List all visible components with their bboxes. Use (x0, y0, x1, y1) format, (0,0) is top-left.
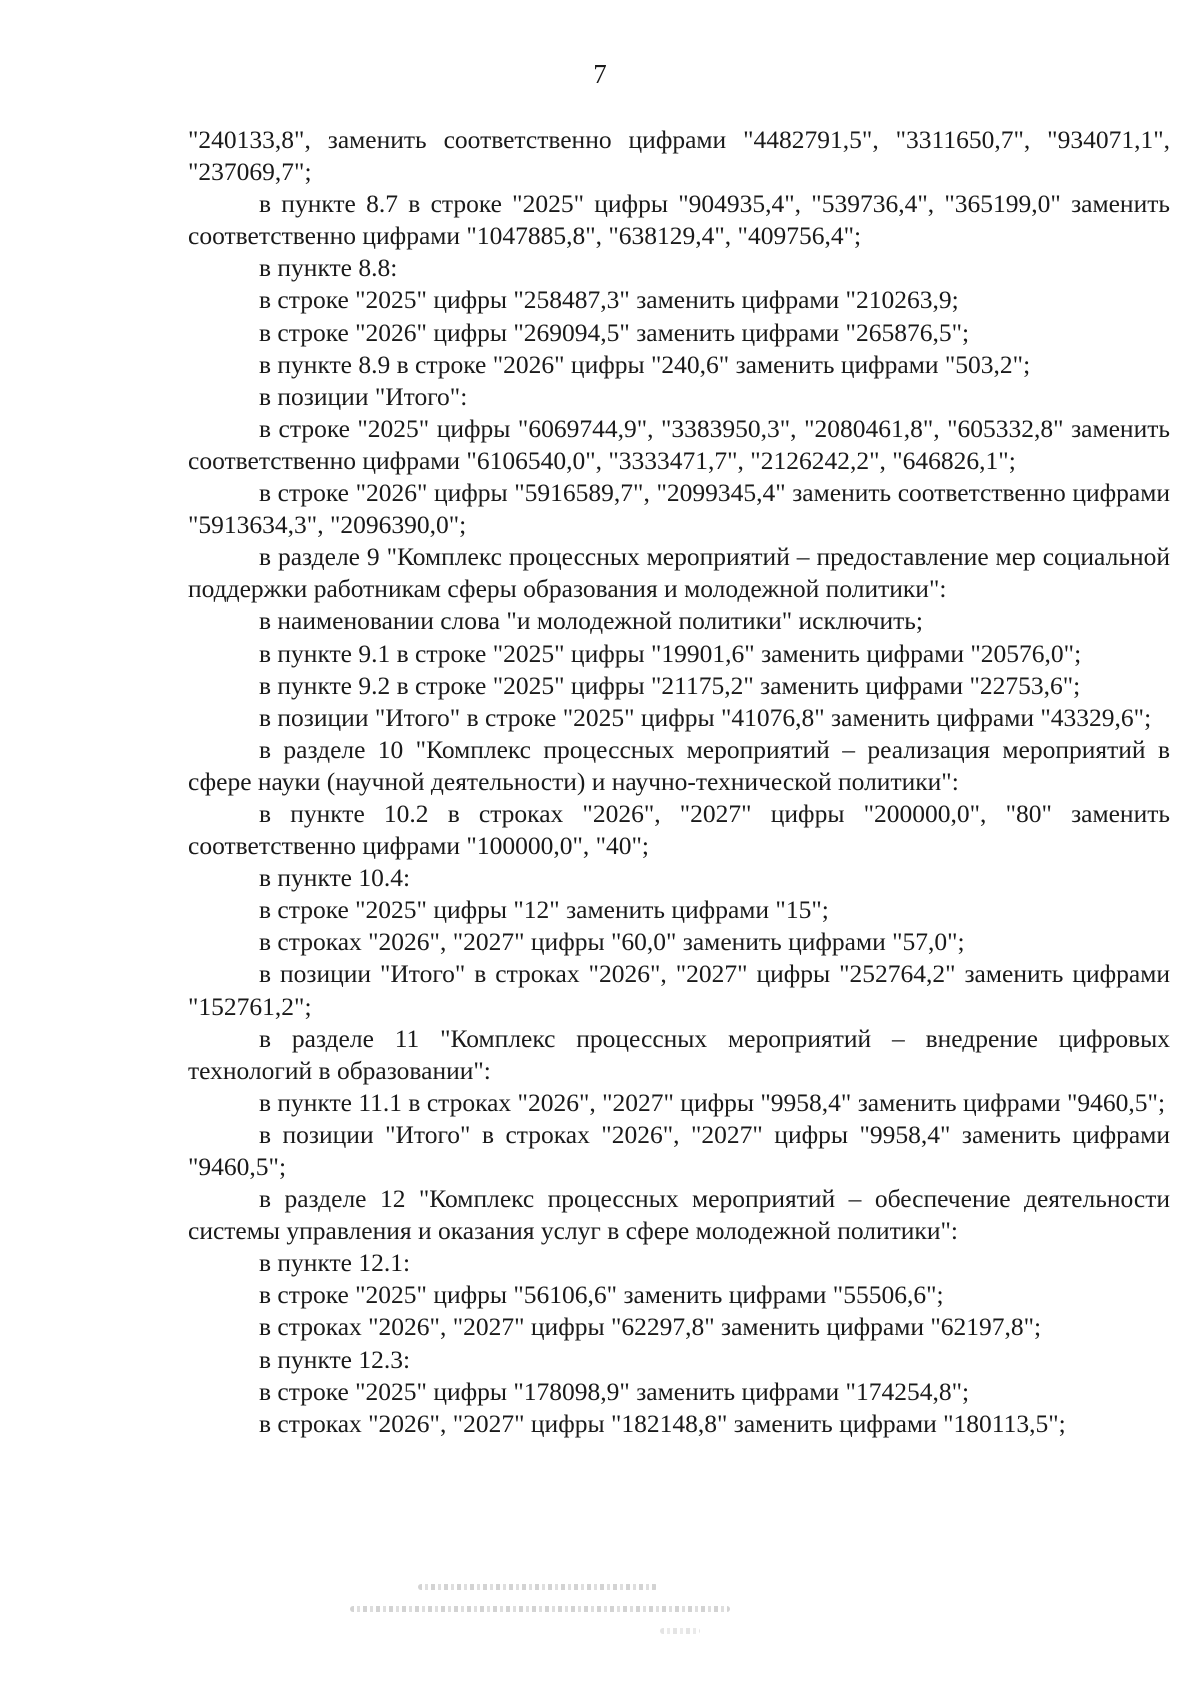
paragraph: в пункте 12.3: (259, 1344, 411, 1374)
paragraph: в пункте 10.4: (259, 863, 411, 893)
document-body (188, 124, 1170, 1440)
paragraph: "240133,8", заменить соответственно цифрами "4482791,5", "3311650,7", "934071,1", "237069,7"; (188, 125, 1170, 187)
scan-artifact-line (350, 1606, 730, 1612)
paragraph: в пункте 10.2 в строках "2026", "2027" цифры "200000,0", "80" заменить соответственно цифрами "100000,0", "40"; (188, 798, 1170, 861)
paragraph: в позиции "Итого" в строках "2026", "2027" цифры "252764,2" заменить цифрами "152761,2"; (188, 959, 1170, 1021)
paragraph: в позиции "Итого": (259, 381, 468, 411)
scan-artifact-line (418, 1584, 658, 1590)
paragraph: в строке "2025" цифры "12" заменить цифрами "15"; (259, 895, 829, 925)
paragraph: в строке "2025" цифры "6069744,9", "3383950,3", "2080461,8", "605332,8" заменить соответственно цифрами "6106540,0", "3333471,7", "2126242,2", "646826,1"; (188, 413, 1170, 475)
paragraph: в разделе 9 "Комплекс процессных мероприятий – предоставление мер социальной поддержки работникам сферы образования и молодежной политики": (188, 542, 1170, 604)
page-number: 7 (593, 59, 607, 89)
paragraph: в разделе 10 "Комплекс процессных мероприятий – реализация мероприятий в сфере науки (научной деятельности) и научно-технической политики": (188, 734, 1170, 796)
scan-artifact (330, 1578, 750, 1638)
paragraph: в наименовании слова "и молодежной политики" исключить; (259, 606, 923, 636)
paragraph: в строках "2026", "2027" цифры "62297,8" заменить цифрами "62197,8"; (259, 1312, 1042, 1342)
paragraph: в пункте 9.2 в строке "2025" цифры "21175,2" заменить цифрами "22753,6"; (259, 670, 1081, 700)
paragraph: в пункте 9.1 в строке "2025" цифры "19901,6" заменить цифрами "20576,0"; (259, 638, 1082, 668)
paragraph: в строке "2025" цифры "56106,6" заменить цифрами "55506,6"; (259, 1280, 944, 1310)
paragraph: в позиции "Итого" в строках "2026", "2027" цифры "9958,4" заменить цифрами "9460,5"; (188, 1119, 1170, 1181)
paragraph: в пункте 8.9 в строке "2026" цифры "240,6" заменить цифрами "503,2"; (259, 349, 1031, 379)
paragraph: в пункте 8.7 в строке "2025" цифры "904935,4", "539736,4", "365199,0" заменить соответственно цифрами "1047885,8", "638129,4", "409756,4"; (188, 189, 1170, 251)
paragraph: в пункте 11.1 в строках "2026", "2027" цифры "9958,4" заменить цифрами "9460,5"; (259, 1087, 1166, 1117)
paragraph: в пункте 12.1: (259, 1248, 411, 1278)
paragraph: в разделе 12 "Комплекс процессных мероприятий – обеспечение деятельности системы управления и оказания услуг в сфере молодежной политики": (188, 1184, 1170, 1246)
paragraph: в строках "2026", "2027" цифры "60,0" заменить цифрами "57,0"; (259, 927, 965, 957)
paragraph: в разделе 11 "Комплекс процессных мероприятий – внедрение цифровых технологий в образовании": (188, 1023, 1170, 1085)
paragraph: в строке "2026" цифры "269094,5" заменить цифрами "265876,5"; (259, 317, 970, 347)
paragraph: в строке "2026" цифры "5916589,7", "2099345,4" заменить соответственно цифрами "5913634,3", "2096390,0"; (188, 478, 1170, 540)
paragraph: в строке "2025" цифры "258487,3" заменить цифрами "210263,9; (259, 285, 959, 315)
paragraph: в строке "2025" цифры "178098,9" заменить цифрами "174254,8"; (259, 1376, 970, 1406)
paragraph: в строках "2026", "2027" цифры "182148,8" заменить цифрами "180113,5"; (259, 1408, 1066, 1438)
scan-artifact-line (660, 1628, 700, 1634)
paragraph: в пункте 8.8: (259, 253, 398, 283)
paragraph: в позиции "Итого" в строке "2025" цифры "41076,8" заменить цифрами "43329,6"; (259, 702, 1152, 732)
